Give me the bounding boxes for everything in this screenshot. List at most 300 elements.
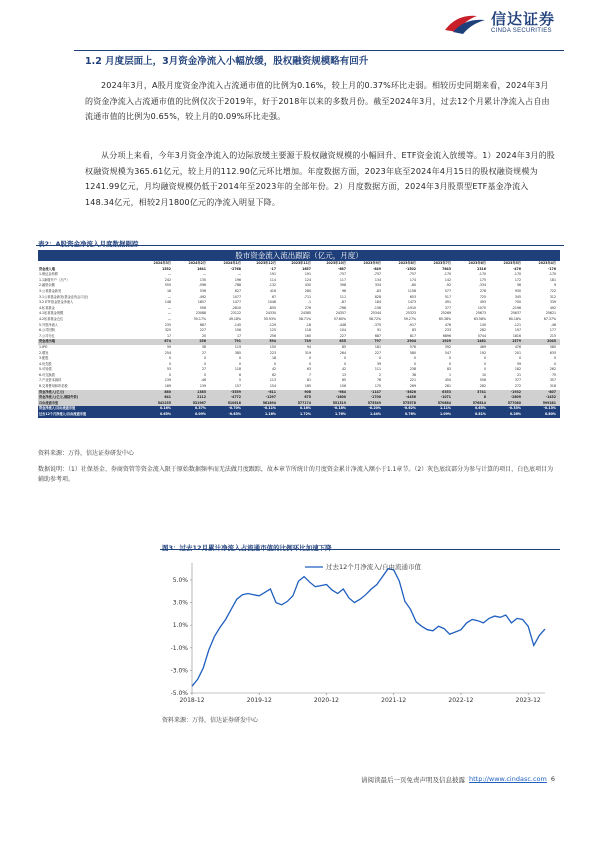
table-cell: -170: [478, 272, 486, 277]
table-cell: 0: [518, 356, 521, 361]
table-cell: 20: [201, 333, 206, 338]
table-cell: 177: [549, 328, 556, 333]
table-cell: 0.16%: [159, 406, 171, 411]
table-cell: 27: [201, 350, 206, 355]
line-chart: [160, 553, 560, 708]
y-tick-label: -3.0%: [170, 667, 188, 675]
table-cell: 555: [164, 283, 171, 288]
table-cell: 430: [304, 283, 311, 288]
table-cell: 17: [166, 333, 171, 338]
table-cell: 62: [271, 372, 276, 377]
table-cell: 0: [238, 356, 241, 361]
table-cell: 1657: [302, 266, 311, 271]
table-cell: 0: [483, 367, 486, 372]
logo-english-name: CINDA SECURITIES: [490, 28, 552, 34]
table-cell: 1857: [197, 300, 206, 305]
table-cell: -788: [233, 283, 241, 288]
table-cell: 377: [514, 378, 521, 383]
table-cell: 282: [479, 384, 486, 389]
table-cell: -492: [198, 294, 206, 299]
table-cell: 1: [448, 372, 451, 377]
data-note: 数据说明：（1）社保基金、券商资管等资金流入限于原始数据频率而无法做月度跟踪，故本章节所统计的月度资金累计净流入额小于1.1章节。（2）灰色底纹部分为参与计算的项目，白色底项目为辅助参考项。: [38, 466, 554, 483]
table-cell: 1.11%: [439, 406, 451, 411]
table-cell: 599281: [542, 400, 556, 405]
table-cell: 493: [479, 300, 486, 305]
x-tick-label: 2021-12: [381, 697, 407, 704]
table-cell: 797: [374, 339, 381, 344]
table-cell: 157: [234, 384, 241, 389]
table-cell: -129: [268, 322, 276, 327]
row-label: 4.1私募基金规模: [39, 311, 64, 316]
table-cell: 635: [339, 339, 346, 344]
table-cell: 312: [549, 294, 556, 299]
table-cell: 0.76%: [404, 412, 416, 417]
table-cell: 114: [269, 277, 276, 282]
table-cell: 24385: [300, 311, 311, 316]
table-cell: 0: [203, 356, 206, 361]
table-cell: 577080: [507, 400, 521, 405]
table-cell: -375: [373, 322, 381, 327]
table-cell: 561894: [262, 400, 276, 405]
table-cell: -757: [338, 272, 346, 277]
table-cell: 476: [444, 322, 451, 327]
table-cell: 725: [479, 294, 486, 299]
table-cell: 42: [271, 367, 276, 372]
table-cell: 0: [413, 356, 416, 361]
table-title: 表2：A股资金净流入月度数据跟踪: [38, 240, 139, 248]
table-cell: 25673: [475, 311, 486, 316]
table-cell: —: [167, 272, 171, 277]
table-cell: 13: [341, 372, 346, 377]
table-cell: —: [167, 294, 171, 299]
table-cell: 117: [339, 277, 346, 282]
table-cell: 191: [269, 272, 276, 277]
table-cell: -687: [338, 266, 346, 271]
figure-rule: [160, 549, 560, 550]
y-tick-label: 3.0%: [172, 599, 188, 607]
table-cell: 96: [341, 288, 346, 293]
column-header-cell: 2023年9月: [363, 261, 381, 265]
table-cell: 398: [339, 283, 346, 288]
table-cell: 256: [199, 339, 206, 344]
table-cell: 517: [444, 294, 451, 299]
table-cell: 576: [409, 344, 416, 349]
table-cell: 627: [234, 288, 241, 293]
table-cell: 0: [378, 356, 381, 361]
table-cell: 0: [238, 361, 241, 366]
row-label: 7.产业资本减持: [39, 378, 62, 383]
table-cell: 0: [413, 361, 416, 366]
table-cell: 184: [374, 300, 381, 305]
fund-flow-table: [38, 250, 560, 418]
table-cell: 53: [166, 367, 171, 372]
footer-disclaimer: 请阅读最后一页免责声明及信息披露: [361, 776, 465, 784]
table-cell: 687: [374, 333, 381, 338]
table-cell: 1816: [512, 333, 521, 338]
table-cell: 85: [341, 344, 346, 349]
table-cell: 169: [164, 384, 171, 389]
y-tick-label: -1.0%: [170, 644, 188, 652]
table-cell: 0.80%: [544, 412, 556, 417]
table-cell: 1641: [197, 266, 206, 271]
logo-chinese-name: 信达证券: [490, 10, 555, 28]
table-cell: 357: [549, 378, 556, 383]
table-cell: 227: [339, 333, 346, 338]
table-cell: 254: [164, 350, 171, 355]
table-cell: 722: [549, 288, 556, 293]
row-label: 2.增发: [39, 350, 49, 355]
table-cell: 1473: [407, 300, 416, 305]
table-cell: 2904: [407, 339, 416, 344]
table-cell: 641: [164, 395, 171, 400]
table-cell: 104: [339, 328, 346, 333]
table-cell: -984: [338, 389, 346, 394]
table-cell: 576814: [472, 400, 486, 405]
row-label: 资金净流入(亿元,剔除外资): [39, 395, 79, 400]
table-cell: 197: [514, 328, 521, 333]
row-label: 1.IPO: [39, 344, 48, 349]
table-row: [38, 412, 560, 418]
table-cell: 1385: [197, 389, 206, 394]
table-cell: 130: [199, 277, 206, 282]
row-label: 自由流通市值: [39, 400, 59, 405]
table-cell: 1461: [477, 339, 486, 344]
table-cell: 59: [516, 361, 521, 366]
table-cell: 192: [479, 350, 486, 355]
row-label: 3.配股: [39, 356, 49, 361]
table-cell: 0: [203, 372, 206, 377]
table-cell: 6896: [442, 333, 451, 338]
table-cell: 580: [549, 344, 556, 349]
table-cell: 272: [514, 384, 521, 389]
table-cell: 476: [514, 344, 521, 349]
table-cell: -2810: [231, 305, 241, 310]
table-cell: 1552: [162, 266, 171, 271]
table-cell: -0.70%: [228, 406, 241, 411]
table-cell: -0.33%: [508, 406, 521, 411]
table-cell: 325: [164, 328, 171, 333]
table-cell: 687: [199, 322, 206, 327]
table-cell: 118: [304, 328, 311, 333]
table-cell: 81: [306, 378, 311, 383]
table-cell: 227: [199, 328, 206, 333]
column-header-cell: 2024年2月: [188, 261, 206, 265]
table-cell: 83: [446, 367, 451, 372]
table-cell: -170: [443, 272, 451, 277]
figure-title: 图3：过去12月累计净流入占流通市值的比例环比加速下降: [162, 544, 332, 552]
row-label: 过去12个月净流入/自由流通市值: [39, 412, 87, 417]
table-cell: 83: [411, 328, 416, 333]
row-label: 4.2私募基金仓位: [39, 316, 64, 321]
column-header-cell: 2023年10月: [326, 261, 346, 265]
table-cell: 791: [234, 339, 241, 344]
table-cell: 0: [168, 361, 171, 366]
table-cell: 235: [164, 322, 171, 327]
table-cell: -80: [410, 283, 416, 288]
table-cell: 0: [483, 361, 486, 366]
table-cell: 118: [234, 367, 241, 372]
x-tick-label: 2023-12: [515, 697, 541, 704]
table-cell: 575549: [367, 400, 381, 405]
table-cell: -4772: [230, 395, 241, 400]
paragraph-2: 从分项上来看，今年3月资金净流入的边际放缓主要源于股权融资规模的小幅回升、ETF资金流入放缓等。1）2024年3月的股权融资规模为365.61亿元，较上月的112.90亿元环比增加。年度数据方面，2023年底至2024年4月15日的股权融资规模为1241.99亿元，月均融资规模仍低于2014年至2023年的全部年份。2）月度数据方面，2024年3月股票型ETF基金净流入148.34亿元，相较2月1800亿元的净流入明显下降。: [85, 151, 555, 207]
table-cell: 125: [269, 328, 276, 333]
row-label: 4.优先股: [39, 361, 52, 366]
table-cell: 23088: [195, 311, 206, 316]
table-cell: 392: [444, 344, 451, 349]
table-cell: 7643: [442, 266, 451, 271]
table-cell: 2112: [197, 395, 206, 400]
table-cell: 150: [269, 344, 276, 349]
table-cell: 25323: [405, 311, 416, 316]
table-cell: 577174: [297, 400, 311, 405]
table-cell: -46: [550, 322, 556, 327]
table-cell: -1071: [440, 395, 451, 400]
table-cell: 6: [238, 372, 241, 377]
table-cell: 542255: [157, 400, 171, 405]
table-cell: 111: [374, 367, 381, 372]
column-header-cell: 2023年8月: [398, 261, 416, 265]
table-cell: —: [167, 311, 171, 316]
table-cell: 570884: [437, 400, 451, 405]
page-number: 6: [550, 775, 555, 783]
table-cell: 59.27%: [403, 316, 416, 321]
table-cell: 278: [479, 288, 486, 293]
column-header-cell: 2023年11月: [291, 261, 311, 265]
table-cell: -611: [268, 389, 276, 394]
table-cell: -0.20%: [368, 406, 381, 411]
table-cell: 1.76%: [334, 412, 346, 417]
table-cell: -757: [373, 272, 381, 277]
x-tick-label: 2018-12: [179, 697, 205, 704]
row-label: 6.可交换债: [39, 372, 55, 377]
table-cell: 58.72%: [368, 316, 381, 321]
table-cell: 76: [376, 378, 381, 383]
table-cell: -476: [513, 266, 521, 271]
table-cell: 16: [166, 288, 171, 293]
table-cell: 25621: [545, 311, 556, 316]
table-cell: 558: [479, 378, 486, 383]
table-cell: 1.72%: [299, 412, 311, 417]
table-cell: -1700: [370, 395, 381, 400]
table-cell: 67.37%: [543, 316, 556, 321]
footer-link[interactable]: http://www.cindasc.com: [469, 775, 547, 783]
table-cell: -1932: [510, 389, 521, 394]
table-cell: -0.13%: [543, 406, 556, 411]
table-cell: -855: [268, 305, 276, 310]
table-cell: 345: [514, 294, 521, 299]
table-cell: 536: [199, 288, 206, 293]
table-cell: 0: [168, 356, 171, 361]
table-cell: -1432: [545, 395, 556, 400]
table-cell: 182: [514, 367, 521, 372]
table-cell: 334: [374, 283, 381, 288]
cinda-logo-icon: [443, 10, 487, 36]
table-cell: -17: [270, 266, 276, 271]
table-cell: 156: [339, 384, 346, 389]
table-cell: 27: [201, 367, 206, 372]
column-header-cell: 2023年5月: [503, 261, 521, 265]
column-header-cell: 2023年6月: [468, 261, 486, 265]
table-cell: 24330: [265, 311, 276, 316]
table-cell: 575578: [402, 400, 416, 405]
table-cell: 318: [549, 384, 556, 389]
table-cell: 139: [199, 384, 206, 389]
table-cell: 75: [551, 372, 556, 377]
table-cell: 0: [203, 361, 206, 366]
legend-label: 过去12个月净流入/自由流通市值: [326, 563, 421, 571]
table-cell: 170: [374, 384, 381, 389]
table-cell: 0.16%: [299, 406, 311, 411]
table-cell: 39: [376, 361, 381, 366]
table-cell: 377: [444, 305, 451, 310]
table-cell: 551319: [332, 400, 346, 405]
table-cell: 0: [448, 361, 451, 366]
x-tick-label: 2019-12: [246, 697, 272, 704]
table-cell: 142: [444, 277, 451, 282]
table-cell: 0: [343, 356, 346, 361]
table-cell: -145: [233, 322, 241, 327]
table-cell: 1.09%: [439, 412, 451, 417]
section-rule: [74, 50, 564, 51]
x-tick-label: 2020-12: [313, 697, 340, 704]
table-cell: 319: [304, 350, 311, 355]
table-cell: 63.58%: [473, 316, 486, 321]
table-cell: 3741: [477, 389, 486, 394]
table-cell: -917: [408, 322, 416, 327]
table-cell: 154: [269, 384, 276, 389]
section-heading: 1.2 月度层面上，3月资金净流入小幅放缓，股权融资规模略有回升: [85, 56, 369, 67]
table-cell: 256: [269, 333, 276, 338]
table-cell: -0.62%: [403, 406, 416, 411]
row-label: 4.私募基金: [39, 305, 55, 310]
y-tick-label: 5.0%: [172, 576, 188, 584]
table-cell: 111: [339, 294, 346, 299]
table-cell: 547: [444, 350, 451, 355]
table-cell: —: [167, 305, 171, 310]
table-cell: 880: [164, 389, 171, 394]
table-cell: 21: [516, 372, 521, 377]
table-cell: 175: [479, 277, 486, 282]
table-banner: 股市资金流入流出跟踪（亿元，月度）: [38, 250, 560, 261]
table-cell: 653: [409, 294, 416, 299]
table-cell: -448: [338, 322, 346, 327]
table-cell: 139: [164, 378, 171, 383]
table-cell: 185: [304, 384, 311, 389]
row-label: 3.1公募基金新发(基金业协会口径): [39, 294, 88, 299]
table-cell: 416: [269, 288, 276, 293]
table-cell: 749: [304, 339, 311, 344]
table-cell: 675: [304, 395, 311, 400]
table-cell: 227: [374, 350, 381, 355]
table-cell: -1600: [335, 395, 346, 400]
table-cell: 5744: [477, 333, 486, 338]
table-cell: 10: [481, 372, 486, 377]
table-cell: 91: [376, 328, 381, 333]
table-cell: 196: [234, 277, 241, 282]
table-cell: -1: [307, 300, 311, 305]
table-cell: -596: [198, 283, 206, 288]
table-cell: 1077: [232, 294, 241, 299]
table-cell: 1579: [512, 339, 521, 344]
table-cell: —: [202, 272, 206, 277]
page-footer: [361, 775, 555, 784]
table-cell: 282: [479, 328, 486, 333]
table-cell: 174: [409, 277, 416, 282]
table-cell: 0.65%: [159, 412, 171, 417]
table-cell: 492: [549, 305, 556, 310]
table-cell: 49.18%: [228, 316, 241, 321]
table-cell: -46: [200, 378, 206, 383]
table-cell: -92: [445, 283, 451, 288]
column-header-cell: 2023年7月: [433, 261, 451, 265]
table-cell: 0.09%: [194, 412, 206, 417]
table-cell: 60.18%: [508, 316, 521, 321]
paragraph-1: 2024年3月，A股月度资金净流入占流通市值的比例为0.16%，较上月的0.37%环比走弱。相较历史同期来看，2024年3月的资金净流入占流通市值的比例仅次于2019年，好于2018年以来的多数月份。截至2024年3月，过去12个月累计净流入占自由流通市值的比例为0.65%，较上月的0.09%环比走强。: [85, 81, 550, 121]
table-cell: -768: [338, 305, 346, 310]
table-cell: 94: [306, 344, 311, 349]
table-cell: 67: [271, 294, 276, 299]
table-cell: 17: [236, 333, 241, 338]
row-label: 7.公司分红: [39, 333, 55, 338]
table-cell: 25637: [510, 311, 521, 316]
table-cell: -2196: [511, 305, 521, 310]
table-cell: —: [167, 316, 171, 321]
table-cell: 242: [164, 277, 171, 282]
row-label: 8.交易费用和印花税: [39, 384, 68, 389]
table-cell: 930: [514, 288, 521, 293]
table-cell: 2: [378, 372, 381, 377]
table-cell: 531967: [192, 400, 206, 405]
table-cell: -87: [340, 300, 346, 305]
table-cell: 0.26%: [509, 412, 521, 417]
table-cell: 580: [409, 350, 416, 355]
table-cell: 0: [448, 356, 451, 361]
table-cell: 223: [269, 350, 276, 355]
table-body: [38, 267, 560, 418]
table-cell: 469: [479, 344, 486, 349]
table-cell: 24357: [335, 311, 346, 316]
row-label: 2.融资余额: [39, 283, 55, 288]
table-cell: 1929: [442, 339, 451, 344]
table-cell: -83: [375, 288, 381, 293]
table-cell: 2045: [547, 339, 556, 344]
row-label: 6.公司回购: [39, 328, 55, 333]
table-cell: 156: [234, 328, 241, 333]
table-cell: -3559: [230, 389, 241, 394]
table-cell: -3626: [405, 389, 416, 394]
row-label: 3.2 ETF基金资金净流入: [39, 300, 74, 305]
table-cell: 181: [549, 277, 556, 282]
table-cell: 0: [343, 361, 346, 366]
table-cell: 25344: [370, 311, 381, 316]
table-cell: -2809: [510, 395, 521, 400]
row-label: 1.保证金转移: [39, 272, 58, 277]
row-label: 5.可转债: [39, 367, 52, 372]
column-header-cell: 2024年1月: [223, 261, 241, 265]
table-cell: 57.60%: [333, 316, 346, 321]
table-cell: 450: [444, 378, 451, 383]
table-cell: -170: [513, 272, 521, 277]
table-cell: 65: [341, 378, 346, 383]
table-cell: 25269: [440, 311, 451, 316]
table-cell: 1070: [477, 305, 486, 310]
table-cell: -2768: [230, 266, 241, 271]
table-cell: -0.18%: [333, 406, 346, 411]
row-label: 3.公募基金新发: [39, 288, 62, 293]
table-cell: 828: [374, 294, 381, 299]
x-tick-label: 2022-12: [448, 697, 474, 704]
